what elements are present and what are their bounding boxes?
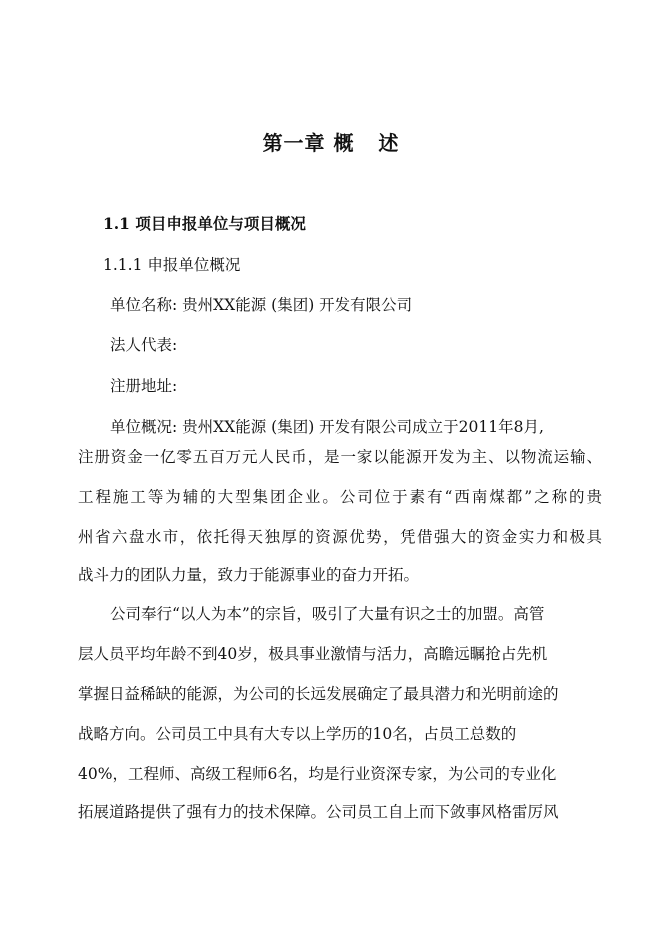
paragraph-line: 战略方向。公司员工中具有大专以上学历的10名，占员工总数的 (78, 725, 517, 743)
paragraph-line: 注册资金一亿零五百万元人民币，是一家以能源开发为主、以物流运输、 (78, 448, 602, 466)
unit-name-field: 单位名称: 贵州XX能源 (集团) 开发有限公司 (110, 296, 413, 314)
paragraph-line: 拓展道路提供了强有力的技术保障。公司员工自上而下敛事风格雷厉风 (78, 803, 559, 821)
paragraph-line: 40%，工程师、高级工程师6名，均是行业资深专家，为公司的专业化 (78, 765, 557, 783)
paragraph-line: 掌握日益稀缺的能源，为公司的长远发展确定了最具潜力和光明前途的 (78, 685, 559, 703)
paragraph-line: 工程施工等为辅的大型集团企业。公司位于素有“西南煤都”之称的贵 (78, 488, 602, 506)
chapter-title: 第一章 概 述 (262, 131, 400, 155)
section-heading: 1.1 项目申报单位与项目概况 (103, 214, 306, 233)
legal-rep-field: 法人代表: (110, 336, 178, 354)
reg-address-field: 注册地址: (110, 377, 178, 395)
paragraph-line: 州省六盘水市，依托得天独厚的资源优势，凭借强大的资金实力和极具 (78, 528, 602, 546)
subsection-heading: 1.1.1 申报单位概况 (103, 256, 241, 274)
paragraph-line: 战斗力的团队力量，致力于能源事业的奋力开拓。 (78, 566, 420, 584)
paragraph-line: 公司奉行“以人为本”的宗旨，吸引了大量有识之士的加盟。高管 (110, 605, 545, 623)
paragraph-line: 单位概况: 贵州XX能源 (集团) 开发有限公司成立于2011年8月, (110, 418, 544, 436)
paragraph-line: 层人员平均年龄不到40岁，极具事业激情与活力，高瞻远瞩抢占先机 (78, 645, 548, 663)
